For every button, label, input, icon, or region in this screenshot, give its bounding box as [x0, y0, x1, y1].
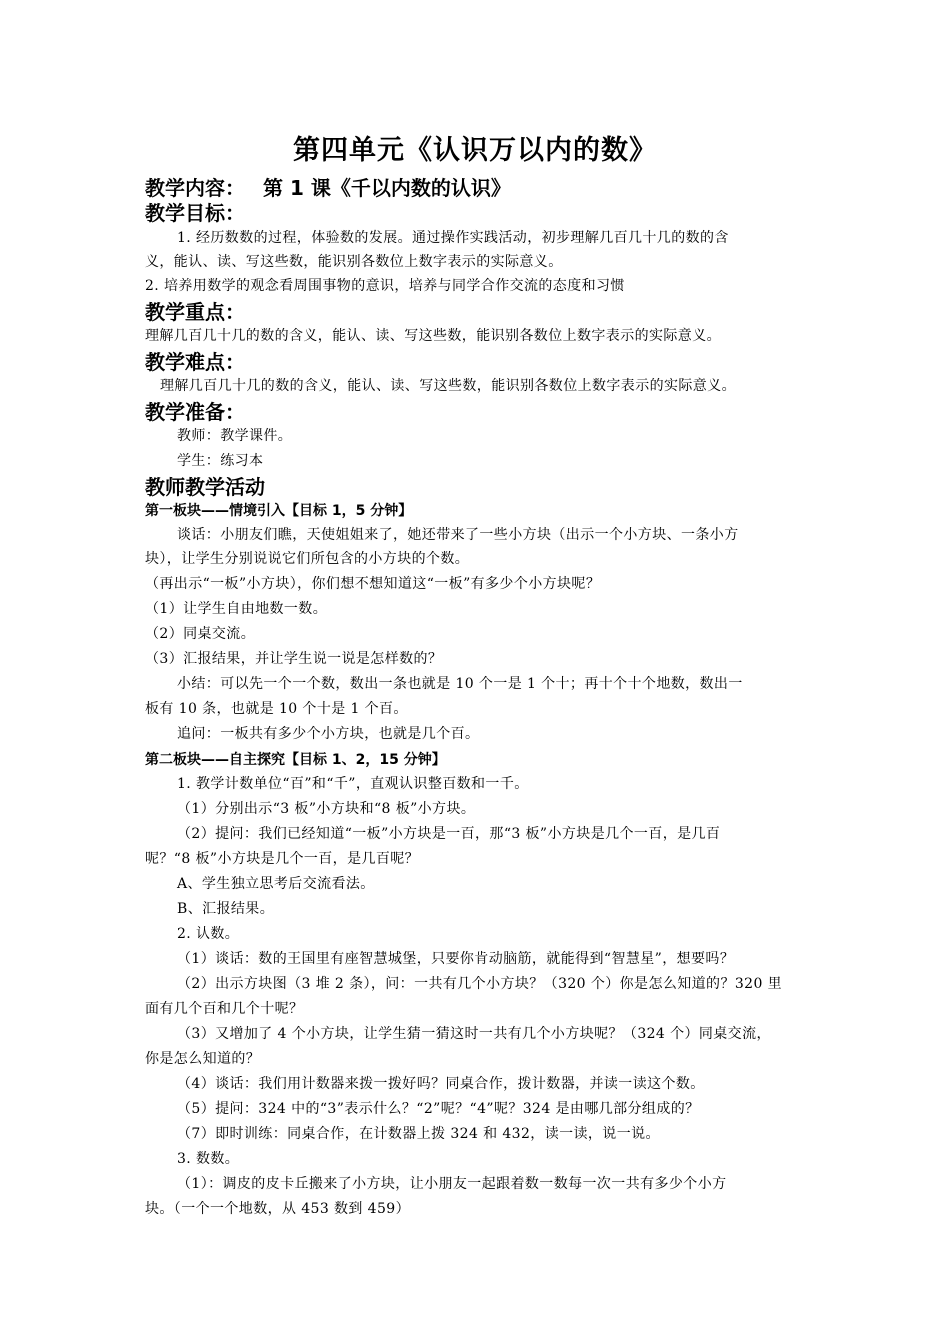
block1-line: （再出示“一板”小方块），你们想不想知道这“一板”有多少个小方块呢？	[145, 576, 601, 592]
block2-line: 你是怎么知道的？	[145, 1051, 261, 1067]
block2-line: 1. 教学计数单位“百”和“千”，直观认识整百数和一千。	[177, 776, 529, 792]
teaching-content-label: 教学内容：	[145, 176, 245, 200]
block1-line: 谈话：小朋友们瞧，天使姐姐来了，她还带来了一些小方块（出示一个小方块、一条小方	[177, 527, 739, 543]
block1-line: （2）同桌交流。	[145, 626, 256, 642]
block2-line: （2）提问：我们已经知道“一板”小方块是一百，那“3 板”小方块是几个一百，是几百	[177, 826, 721, 842]
goals-line-3: 2. 培养用数学的观念看周围事物的意识，培养与同学合作交流的态度和习惯	[145, 278, 625, 294]
block2-line: （3）又增加了 4 个小方块，让学生猜一猜这时一共有几个小方块呢？（324 个）同桌交流，	[177, 1026, 771, 1042]
block1-line: 板有 10 条，也就是 10 个十是 1 个百。	[145, 701, 408, 717]
goals-line-2: 义，能认、读、写这些数，能识别各数位上数字表示的实际意义。	[145, 254, 563, 270]
block2-line: （5）提问：324 中的“3”表示什么？“2”呢？“4”呢？324 是由哪几部分组成的？	[177, 1101, 700, 1117]
difficulties-heading: 教学难点：	[145, 350, 245, 374]
block1-heading: 第一板块——情境引入【目标 1，5 分钟】	[145, 503, 413, 519]
block2-line: （4）谈话：我们用计数器来拨一拨好吗？同桌合作，拨计数器，并读一读这个数。	[177, 1076, 705, 1092]
block1-line: （1）让学生自由地数一数。	[145, 601, 328, 617]
block1-line: 小结：可以先一个一个数，数出一条也就是 10 个一是 1 个十；再十个十个地数，数出一	[177, 676, 743, 692]
key-points-text: 理解几百几十几的数的含义，能认、读、写这些数，能识别各数位上数字表示的实际意义。	[145, 328, 721, 344]
preparation-heading: 教学准备：	[145, 400, 245, 424]
block2-line: 2. 认数。	[177, 926, 240, 942]
block2-line: （1）：调皮的皮卡丘搬来了小方块，让小朋友一起跟着数一数每一次一共有多少个小方	[177, 1176, 727, 1192]
teaching-content-value: 第 1 课《千以内数的认识》	[263, 176, 511, 200]
key-points-heading: 教学重点：	[145, 300, 245, 324]
block2-line: B、汇报结果。	[177, 901, 275, 917]
block2-line: 块。（一个一个地数，从 453 数到 459）	[145, 1201, 410, 1217]
block2-line: 3. 数数。	[177, 1151, 240, 1167]
block2-line: A、学生独立思考后交流看法。	[177, 876, 375, 892]
teaching-content-row	[145, 176, 511, 200]
block2-line: 面有几个百和几个十呢？	[145, 1001, 304, 1017]
block2-line: （7）即时训练：同桌合作，在计数器上拨 324 和 432，读一读，说一说。	[177, 1126, 660, 1142]
block2-heading: 第二板块——自主探究【目标 1、2，15 分钟】	[145, 752, 446, 768]
activities-heading: 教师教学活动	[145, 475, 265, 499]
block1-line: 块），让学生分别说说它们所包含的小方块的个数。	[145, 551, 470, 567]
block2-line: （1）分别出示“3 板”小方块和“8 板”小方块。	[177, 801, 476, 817]
block1-line: （3）汇报结果，并让学生说一说是怎样数的？	[145, 651, 443, 667]
block2-line: 呢？“8 板”小方块是几个一百，是几百呢？	[145, 851, 420, 867]
page-title: 第四单元《认识万以内的数》	[293, 135, 657, 166]
block2-line: （2）出示方块图（3 堆 2 条），问：一共有几个小方块？（320 个）你是怎么知道的？320 里	[177, 976, 783, 992]
block2-line: （1）谈话：数的王国里有座智慧城堡，只要你肯动脑筋，就能得到“智慧星”，想要吗？	[177, 951, 735, 967]
goals-line-1: 1. 经历数数的过程，体验数的发展。通过操作实践活动，初步理解几百几十几的数的含	[177, 230, 729, 246]
goals-heading: 教学目标：	[145, 201, 245, 225]
preparation-teacher: 教师：教学课件。	[177, 428, 293, 444]
block1-line: 追问：一板共有多少个小方块，也就是几个百。	[177, 726, 480, 742]
preparation-student: 学生：练习本	[177, 453, 264, 469]
difficulties-text: 理解几百几十几的数的含义，能认、读、写这些数，能识别各数位上数字表示的实际意义。	[160, 378, 736, 394]
